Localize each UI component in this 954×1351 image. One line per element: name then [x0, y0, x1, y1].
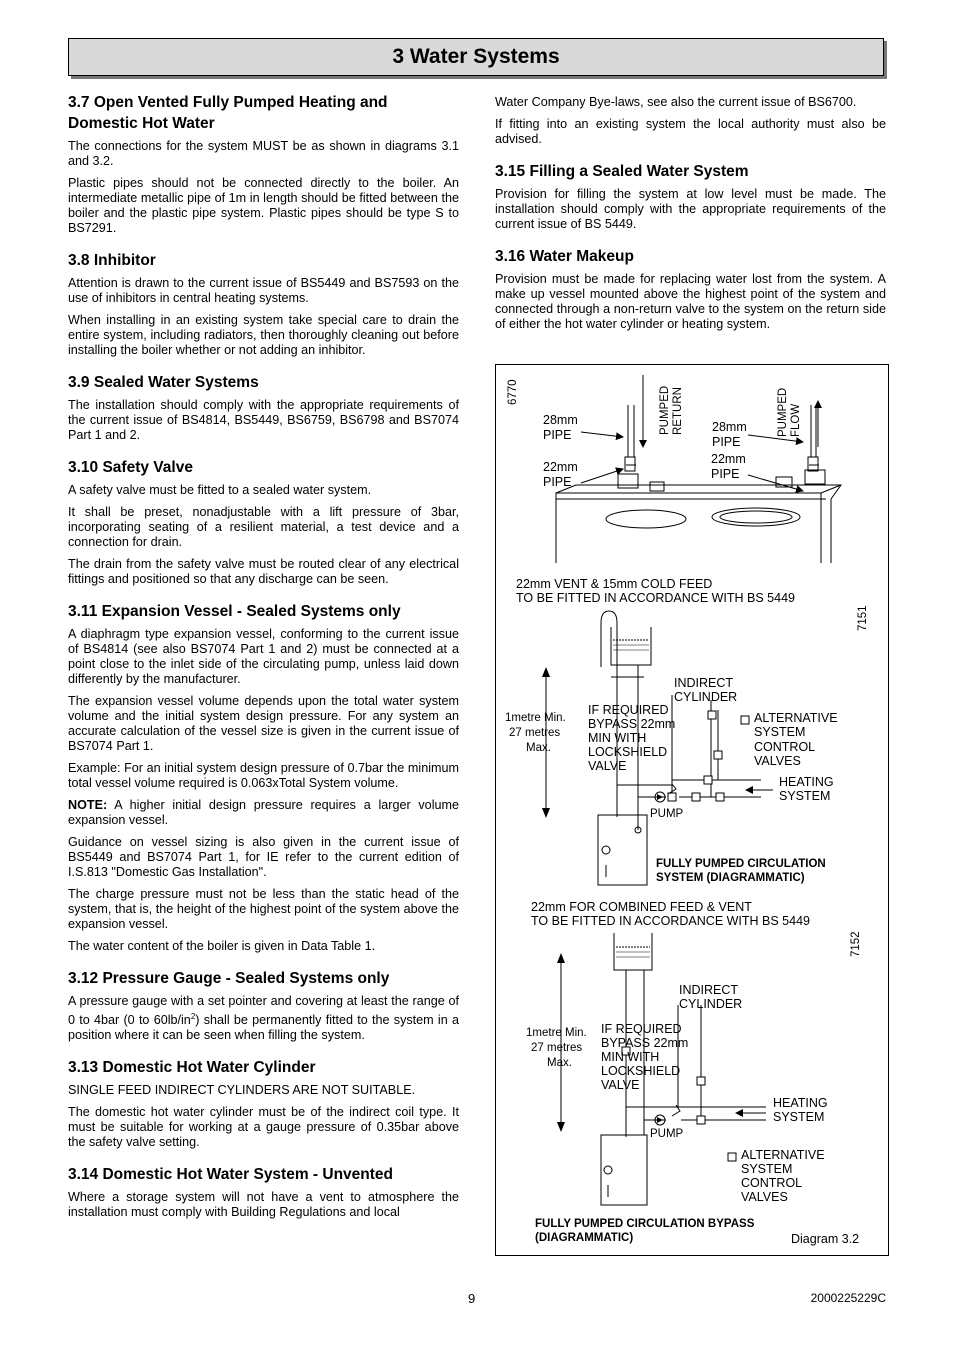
- document-code: 2000225229C: [810, 1291, 886, 1305]
- alt-valves-label: ALTERNATIVE: [754, 711, 838, 725]
- left-column: [68, 92, 459, 1234]
- paragraph: The charge pressure must not be less than the static head of the system, that is, the height of the highest point of the system above the expansion vessel.: [68, 887, 459, 931]
- alt-valve-key-icon: [728, 1153, 736, 1161]
- figure-code: 7151: [857, 605, 869, 631]
- paragraph: A diaphragm type expansion vessel, conforming to the current issue of BS4814 (see also BS7074 Part 1 and 2) must be connected at a point close to the inlet side of the circulating pump, unless laid down differently by the manufacturer.: [68, 627, 459, 686]
- section-3-10: [68, 457, 459, 587]
- paragraph: SINGLE FEED INDIRECT CYLINDERS ARE NOT SUITABLE.: [68, 1083, 416, 1098]
- paragraph: The water content of the boiler is given in Data Table 1.: [68, 939, 376, 953]
- pipe-label: PIPE: [712, 435, 741, 449]
- alt-valves-label: VALVES: [754, 754, 801, 768]
- text-run: ) shall be permanently fitted to the system in a position where it can be seen when filling the system.: [68, 1013, 459, 1043]
- diagram-heading: TO BE FITTED IN ACCORDANCE WITH BS 5449: [516, 591, 795, 605]
- diagram-heading: 22mm VENT & 15mm COLD FEED: [516, 577, 713, 591]
- paragraph: Where a storage system will not have a vent to atmosphere the installation must comply with Building Regulations and local: [68, 1190, 459, 1220]
- pipe-label: 28mm: [543, 413, 578, 427]
- section-heading: 3.13 Domestic Hot Water Cylinder: [68, 1059, 316, 1077]
- alt-valves-label: ALTERNATIVE: [741, 1148, 825, 1162]
- pipe-label: PIPE: [543, 428, 572, 442]
- paragraph: The installation should comply with the appropriate requirements of the current issue of BS4814, BS5449, BS6759, BS6798 and BS7074 Part 1 and 2.: [68, 398, 459, 442]
- cylinder-label: CYLINDER: [679, 997, 743, 1011]
- pipe-label: 22mm: [711, 452, 746, 466]
- alt-valve-key-icon: [741, 716, 749, 724]
- diagram-svg: [496, 365, 888, 1255]
- pipe-label: PIPE: [543, 475, 572, 489]
- paragraph: A safety valve must be fitted to a sealed water system.: [68, 483, 372, 497]
- bypass-label: IF REQUIRED: [601, 1022, 682, 1036]
- alt-valves-label: SYSTEM: [741, 1162, 793, 1176]
- bypass-label: LOCKSHIELD: [601, 1064, 681, 1078]
- section-heading: 3.8 Inhibitor: [68, 252, 156, 269]
- title-bar: [68, 38, 884, 76]
- section-3-14: [68, 1164, 459, 1220]
- paragraph: If fitting into an existing system the local authority must also be advised.: [495, 117, 886, 146]
- bypass-label: BYPASS 22mm: [588, 717, 676, 731]
- alt-valves-label: CONTROL: [754, 740, 816, 754]
- section-3-15: [495, 161, 886, 232]
- paragraph: Example: For an initial system design pressure of 0.7bar the minimum total vessel volume required is 0.063xTotal System volume.: [68, 761, 459, 790]
- bypass-label: VALVE: [588, 759, 627, 773]
- bypass-label: BYPASS 22mm: [601, 1036, 689, 1050]
- section-3-13: [68, 1057, 459, 1150]
- pump-label: PUMP: [650, 1128, 684, 1140]
- diagram-heading: TO BE FITTED IN ACCORDANCE WITH BS 5449: [531, 914, 810, 928]
- height-label: 1metre Min.: [526, 1027, 587, 1039]
- cylinder-label: INDIRECT: [679, 983, 739, 997]
- paragraph: [68, 994, 459, 1043]
- height-label: 27 metres: [531, 1042, 583, 1054]
- pipe-label: 28mm: [712, 420, 747, 434]
- section-3-12: [68, 968, 459, 1043]
- heating-system-label: HEATING: [779, 775, 834, 789]
- alt-valves-label: CONTROL: [741, 1176, 803, 1190]
- diagram-caption: SYSTEM (DIAGRAMMATIC): [656, 872, 805, 884]
- page-title: 3 Water Systems: [392, 45, 560, 68]
- paragraph: The expansion vessel volume depends upon the total water system volume and the initial system design pressure. For any system an accurate calculation of the vessel size is given in the current issue of BS7074 Part 1.: [68, 694, 459, 753]
- note-text: A higher initial design pressure requires a larger volume expansion vessel.: [68, 798, 459, 827]
- cylinder-label: CYLINDER: [674, 690, 738, 704]
- note-label: NOTE:: [68, 798, 108, 812]
- page-number: 9: [468, 1291, 476, 1306]
- bypass-label: MIN WITH: [601, 1050, 660, 1064]
- section-3-7: [68, 92, 459, 236]
- bypass-label: MIN WITH: [588, 731, 647, 745]
- figure-code: 6770: [507, 379, 519, 405]
- section-heading: 3.14 Domestic Hot Water System - Unvented: [68, 1166, 394, 1184]
- paragraph: When installing in an existing system take special care to drain the entire system, including radiators, then thoroughly cleaning out before installing the boiler whether or not adding an inhibitor.: [68, 313, 459, 357]
- right-column: [495, 95, 886, 346]
- diagram-caption: (DIAGRAMMATIC): [535, 1232, 634, 1244]
- diagram-heading: 22mm FOR COMBINED FEED & VENT: [531, 900, 752, 914]
- paragraph: The drain from the safety valve must be routed clear of any electrical fittings and positioned so that any discharge can be seen.: [68, 557, 459, 586]
- height-label: 1metre Min.: [505, 712, 566, 724]
- alt-valves-label: VALVES: [741, 1190, 788, 1204]
- diagram-caption: FULLY PUMPED CIRCULATION BYPASS: [535, 1218, 755, 1230]
- section-continued: [495, 95, 886, 147]
- section-heading: 3.7 Open Vented Fully Pumped Heating and Domestic Hot Water: [68, 94, 388, 132]
- bypass-label: LOCKSHIELD: [588, 745, 668, 759]
- section-3-11: [68, 601, 459, 954]
- pipe-label: PIPE: [711, 467, 740, 481]
- section-heading: 3.9 Sealed Water Systems: [68, 374, 259, 391]
- heating-system-label: HEATING: [773, 1096, 828, 1110]
- pumped-flow-label: PUMPED: [777, 387, 789, 437]
- section-heading: 3.16 Water Makeup: [495, 248, 634, 265]
- section-3-8: [68, 250, 459, 358]
- paragraph: The connections for the system MUST be as shown in diagrams 3.1 and 3.2.: [68, 139, 459, 168]
- paragraph: The domestic hot water cylinder must be of the indirect coil type. It must be suitable for working at a gauge pressure of 0.35bar above the safety valve setting.: [68, 1105, 459, 1150]
- diagram-3-2: [495, 364, 889, 1256]
- section-heading: 3.11 Expansion Vessel - Sealed Systems only: [68, 603, 401, 620]
- pumped-return-label: PUMPED: [659, 385, 671, 435]
- diagram-caption: FULLY PUMPED CIRCULATION: [656, 858, 826, 870]
- section-heading: 3.10 Safety Valve: [68, 459, 193, 476]
- height-label: 27 metres: [509, 727, 561, 739]
- pipe-label: 22mm: [543, 460, 578, 474]
- paragraph: It shall be preset, nonadjustable with a lift pressure of 3bar, incorporating seating of a resilient material, a test device and a connection for drain.: [68, 505, 459, 549]
- paragraph: Attention is drawn to the current issue of BS5449 and BS7593 on the use of inhibitors in central heating systems.: [68, 276, 459, 305]
- pump-label: PUMP: [650, 808, 684, 820]
- paragraph: Plastic pipes should not be connected directly to the boiler. An intermediate metallic pipe of 1m in length should be fitted between the boiler and the plastic pipe system. Plastic pipes should be type S to BS7291.: [68, 176, 459, 235]
- pumped-flow-label: FLOW: [790, 403, 802, 437]
- pumped-return-label: RETURN: [672, 387, 684, 435]
- note-paragraph: [68, 798, 459, 828]
- diagram-number: Diagram 3.2: [791, 1232, 860, 1246]
- heating-system-label: SYSTEM: [779, 789, 831, 803]
- bypass-label: VALVE: [601, 1078, 640, 1092]
- paragraph: Provision for filling the system at low level must be made. The installation should comply with the appropriate requirements of the current issue of BS 5449.: [495, 187, 886, 231]
- superscript: 2: [190, 1012, 196, 1021]
- text-run: A pressure gauge with a set pointer and covering at least the range of 0 to 4bar (0 to 60lb/in: [68, 994, 459, 1028]
- figure-code: 7152: [850, 931, 862, 957]
- section-heading: 3.15 Filling a Sealed Water System: [495, 163, 749, 180]
- paragraph: Guidance on vessel sizing is also given in the current issue of BS5449 and BS7074 Part 1, for IE refer to the current edition of I.S.813 "Domestic Gas Installation".: [68, 835, 459, 879]
- section-3-16: [495, 246, 886, 332]
- bypass-label: IF REQUIRED: [588, 703, 669, 717]
- heating-system-label: SYSTEM: [773, 1110, 825, 1124]
- height-label: Max.: [547, 1057, 572, 1069]
- paragraph: Water Company Bye-laws, see also the current issue of BS6700.: [495, 95, 857, 109]
- section-heading: 3.12 Pressure Gauge - Sealed Systems only: [68, 970, 390, 987]
- section-3-9: [68, 372, 459, 443]
- height-label: Max.: [526, 742, 551, 754]
- paragraph: Provision must be made for replacing water lost from the system. A make up vessel mounted above the highest point of the system and connected through a non-return valve to the system on the return side of either the hot water cylinder or heating system.: [495, 272, 886, 331]
- cylinder-label: INDIRECT: [674, 676, 734, 690]
- alt-valves-label: SYSTEM: [754, 725, 806, 739]
